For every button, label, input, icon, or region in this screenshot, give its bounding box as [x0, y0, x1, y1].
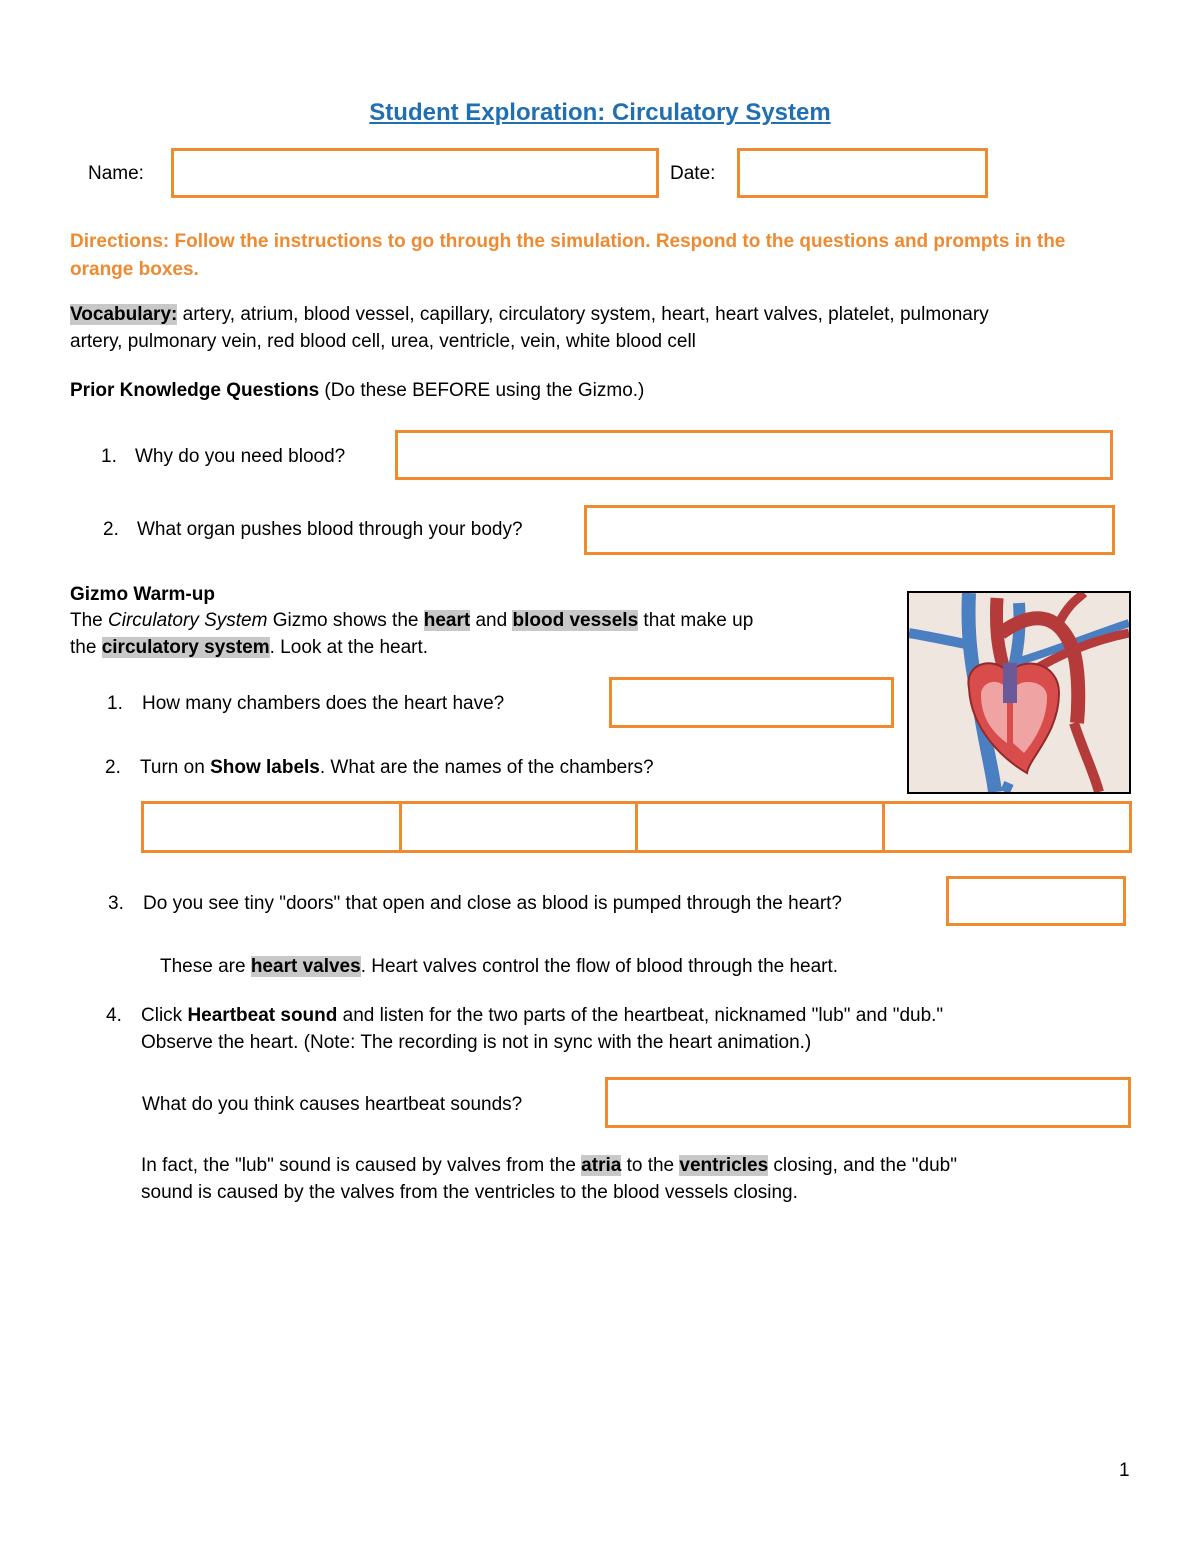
fact-text: In fact, the "lub" sound is caused by valves from the [141, 1155, 582, 1176]
pk-q2-answer-field[interactable] [584, 505, 1115, 555]
intro-text: that make up [638, 610, 754, 631]
highlight-circulatory-system: circulatory system [101, 637, 270, 658]
heart-image [907, 591, 1131, 794]
lub-dub-fact-line-1 [141, 1155, 957, 1178]
heartbeat-sound-term: Heartbeat sound [187, 1005, 338, 1026]
warmup-q4-answer-field[interactable] [605, 1077, 1131, 1128]
date-label: Date: [670, 163, 716, 184]
date-field[interactable] [737, 148, 988, 198]
pk-q2-text: What organ pushes blood through your body? [137, 519, 523, 540]
vocabulary-list-1: artery, atrium, blood vessel, capillary, circulatory system, heart, heart valves, platelet, pulmonary [177, 304, 989, 325]
vocabulary-line-1 [70, 304, 989, 327]
warmup-q1-number: 1. [107, 693, 123, 714]
chamber-name-field-2[interactable] [399, 801, 638, 853]
intro-text: The [70, 610, 109, 631]
highlight-heart-valves: heart valves [250, 956, 361, 977]
fact-text: to the [621, 1155, 680, 1176]
note-text: . Heart valves control the flow of blood through the heart. [360, 956, 839, 977]
warmup-q4-line-2: Observe the heart. (Note: The recording is not in sync with the heart animation.) [141, 1032, 812, 1053]
warmup-q3-number: 3. [108, 893, 124, 914]
warmup-q1-answer-field[interactable] [609, 677, 894, 728]
prior-knowledge-heading [70, 380, 644, 403]
vocabulary-label: Vocabulary: [70, 304, 178, 325]
warmup-q3-answer-field[interactable] [946, 876, 1126, 926]
pk-q1-answer-field[interactable] [395, 430, 1113, 480]
prior-knowledge-title: Prior Knowledge Questions [70, 380, 320, 401]
name-label: Name: [88, 163, 144, 184]
page-number: 1 [1119, 1460, 1130, 1481]
highlight-ventricles: ventricles [679, 1155, 769, 1176]
note-text: These are [160, 956, 251, 977]
pk-q1-number: 1. [101, 446, 117, 467]
chamber-name-field-4[interactable] [882, 801, 1132, 853]
q4-text: Click [141, 1005, 188, 1026]
warmup-q1-text: How many chambers does the heart have? [142, 693, 505, 714]
warmup-q4-question: What do you think causes heartbeat sounds? [142, 1094, 523, 1115]
chamber-name-field-3[interactable] [635, 801, 885, 853]
prior-knowledge-note: (Do these BEFORE using the Gizmo.) [319, 380, 645, 401]
vocabulary-line-2: artery, pulmonary vein, red blood cell, urea, ventricle, vein, white blood cell [70, 331, 696, 352]
gizmo-name: Circulatory System [108, 610, 268, 631]
pk-q2-number: 2. [103, 519, 119, 540]
intro-text: . Look at the heart. [269, 637, 429, 658]
heart-valves-note [160, 956, 838, 979]
highlight-atria: atria [581, 1155, 622, 1176]
pk-q1-text: Why do you need blood? [135, 446, 346, 467]
q2-text: Turn on [140, 757, 211, 778]
intro-text: and [470, 610, 513, 631]
warmup-q3-text: Do you see tiny "doors" that open and close as blood is pumped through the heart? [143, 893, 843, 914]
fact-text: closing, and the "dub" [768, 1155, 957, 1176]
directions-text: Directions: Follow the instructions to go through the simulation. Respond to the questions and prompts in the orange boxes. [70, 231, 1066, 280]
chamber-name-field-1[interactable] [141, 801, 402, 853]
warmup-heading: Gizmo Warm-up [70, 584, 215, 605]
highlight-blood-vessels: blood vessels [512, 610, 639, 631]
warmup-q2-text [140, 757, 654, 780]
highlight-heart: heart [423, 610, 471, 631]
warmup-intro-line-2 [70, 637, 428, 660]
warmup-q2-number: 2. [105, 757, 121, 778]
warmup-q4-number: 4. [106, 1005, 122, 1026]
show-labels-term: Show labels [210, 757, 320, 778]
warmup-q4-line-1 [141, 1005, 943, 1028]
q2-text: . What are the names of the chambers? [319, 757, 654, 778]
intro-text: Gizmo shows the [267, 610, 424, 631]
intro-text: the [70, 637, 102, 658]
lub-dub-fact-line-2: sound is caused by the valves from the ventricles to the blood vessels closing. [141, 1182, 798, 1203]
q4-text: and listen for the two parts of the heartbeat, nicknamed "lub" and "dub." [337, 1005, 944, 1026]
heart-illustration [909, 593, 1129, 792]
warmup-intro-line-1 [70, 610, 753, 633]
page-title: Student Exploration: Circulatory System [369, 99, 831, 126]
name-field[interactable] [171, 148, 659, 198]
